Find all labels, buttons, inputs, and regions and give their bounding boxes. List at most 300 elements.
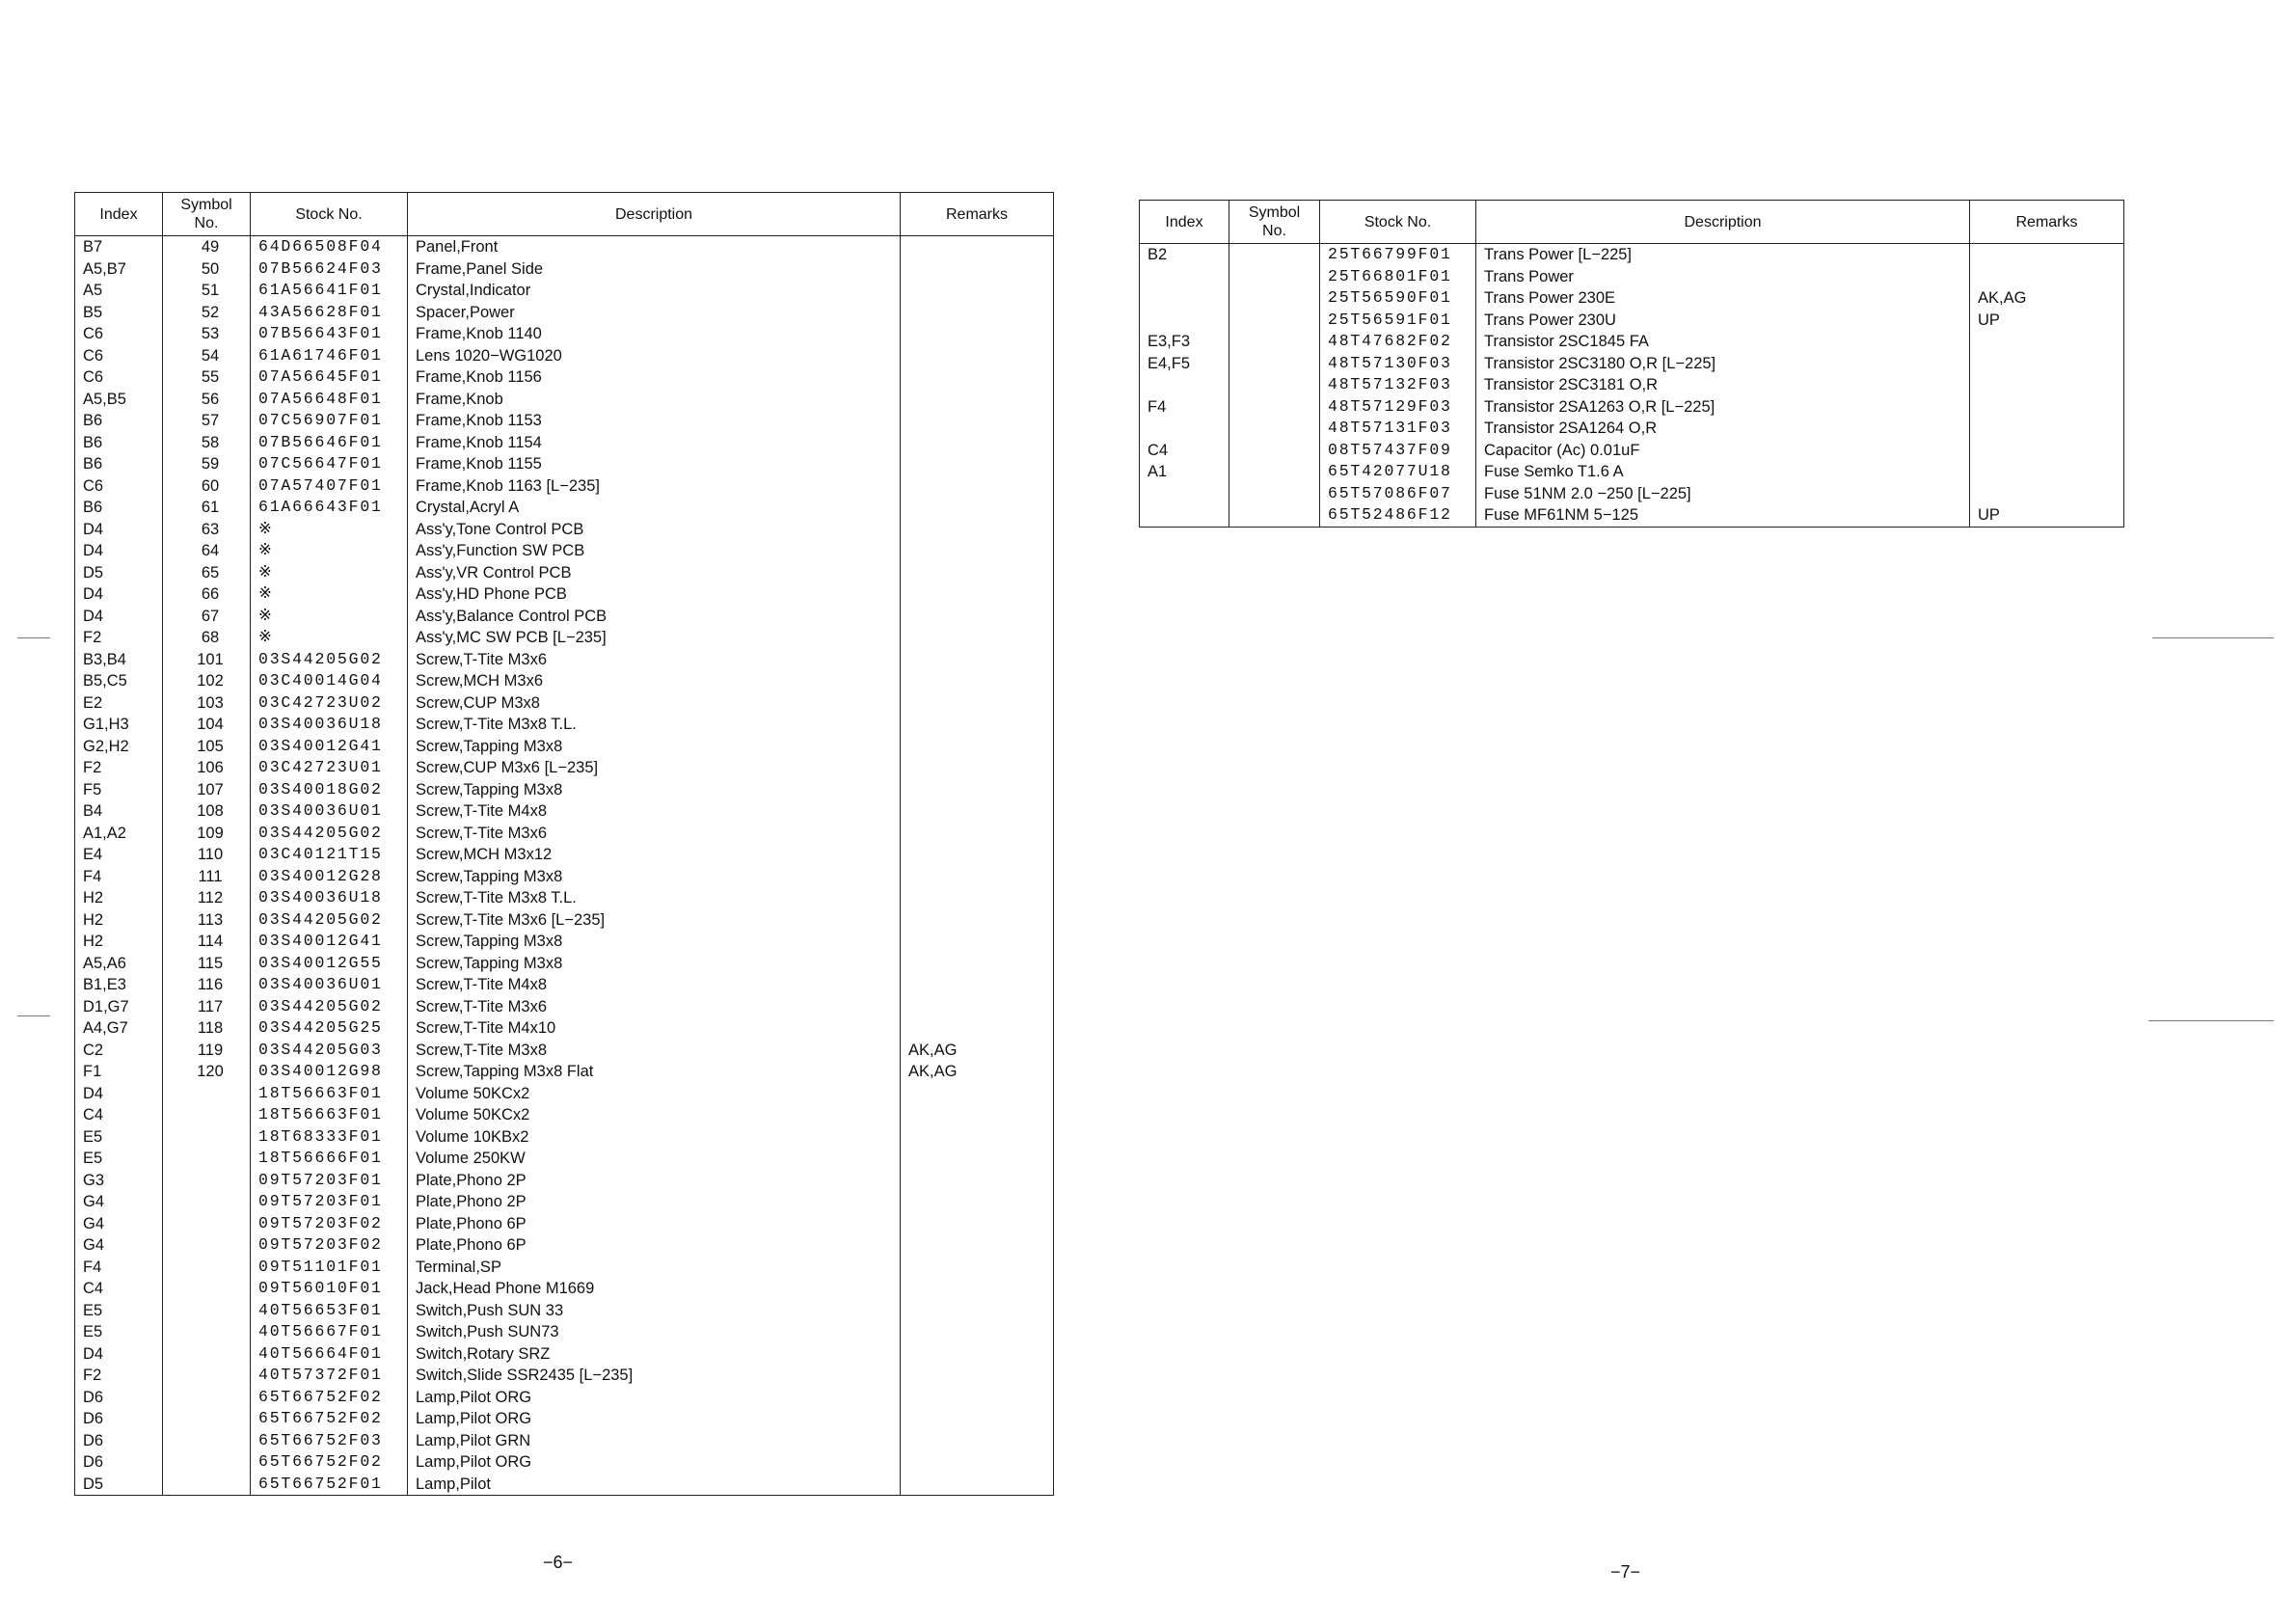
- remarks-cell: [901, 1365, 1054, 1387]
- description-cell: Trans Power 230U: [1476, 310, 1970, 332]
- index-cell: E5: [75, 1300, 163, 1322]
- index-cell: D4: [75, 1083, 163, 1105]
- table-row: [1140, 504, 2124, 527]
- remarks-header: Remarks: [901, 193, 1054, 236]
- symbol-cell: [1229, 331, 1320, 353]
- symbol-cell: [163, 1278, 251, 1300]
- description-cell: Transistor 2SC3180 O,R [L−225]: [1476, 353, 1970, 375]
- remarks-cell: [901, 649, 1054, 671]
- description-cell: Screw,T-Tite M4x8: [408, 974, 901, 996]
- description-cell: Transistor 2SC3181 O,R: [1476, 374, 1970, 396]
- stock-cell: 03S40018G02: [251, 779, 408, 801]
- remarks-cell: [901, 453, 1054, 475]
- left-parts-table: [74, 192, 1054, 1496]
- stock-cell: 07B56643F01: [251, 323, 408, 345]
- symbol-cell: [1229, 287, 1320, 310]
- table-row: [75, 779, 1054, 801]
- table-row: [75, 1257, 1054, 1279]
- description-cell: Capacitor (Ac) 0.01uF: [1476, 440, 1970, 462]
- table-row: [75, 1343, 1054, 1366]
- symbol-cell: [163, 1408, 251, 1430]
- stock-cell: 48T57130F03: [1320, 353, 1476, 375]
- symbol-cell: [163, 1343, 251, 1366]
- remarks-cell: [901, 1474, 1054, 1496]
- remarks-header: Remarks: [1970, 201, 2124, 244]
- stock-cell: 43A56628F01: [251, 302, 408, 324]
- symbol-cell: 107: [163, 779, 251, 801]
- table-row: [75, 931, 1054, 953]
- index-cell: C4: [1140, 440, 1229, 462]
- description-header: Description: [1476, 201, 1970, 244]
- left-table-body: [75, 236, 1054, 1496]
- stock-cell: 07A57407F01: [251, 475, 408, 498]
- description-cell: Switch,Slide SSR2435 [L−235]: [408, 1365, 901, 1387]
- stock-cell: 03C40121T15: [251, 844, 408, 866]
- stock-cell: 07B56646F01: [251, 432, 408, 454]
- table-row: [75, 258, 1054, 281]
- remarks-cell: [1970, 396, 2124, 419]
- index-cell: F1: [75, 1061, 163, 1083]
- symbol-cell: [1229, 504, 1320, 527]
- table-header-row: [75, 193, 1054, 236]
- right-parts-table: [1139, 200, 2124, 528]
- description-cell: Switch,Rotary SRZ: [408, 1343, 901, 1366]
- remarks-cell: [901, 887, 1054, 909]
- remarks-cell: AK,AG: [901, 1040, 1054, 1062]
- description-cell: Ass'y,HD Phone PCB: [408, 583, 901, 606]
- description-cell: Screw,T-Tite M3x8 T.L.: [408, 887, 901, 909]
- remarks-cell: [901, 540, 1054, 562]
- symbol-cell: 56: [163, 389, 251, 411]
- stock-cell: 48T57131F03: [1320, 418, 1476, 440]
- symbol-cell: [163, 1191, 251, 1213]
- table-row: [1140, 331, 2124, 353]
- stock-cell: 25T56591F01: [1320, 310, 1476, 332]
- description-cell: Screw,MCH M3x6: [408, 670, 901, 692]
- index-cell: G4: [75, 1191, 163, 1213]
- symbol-cell: 114: [163, 931, 251, 953]
- description-cell: Screw,Tapping M3x8 Flat: [408, 1061, 901, 1083]
- table-row: [75, 974, 1054, 996]
- description-cell: Terminal,SP: [408, 1257, 901, 1279]
- table-row: [75, 583, 1054, 606]
- stock-header: Stock No.: [1320, 201, 1476, 244]
- index-cell: [1140, 374, 1229, 396]
- symbol-cell: [163, 1170, 251, 1192]
- remarks-cell: [901, 1343, 1054, 1366]
- stock-cell: 25T56590F01: [1320, 287, 1476, 310]
- description-cell: Frame,Knob 1156: [408, 366, 901, 389]
- fold-mark: [2148, 1020, 2274, 1021]
- stock-cell: 65T66752F02: [251, 1408, 408, 1430]
- symbol-cell: 113: [163, 909, 251, 932]
- symbol-cell: 58: [163, 432, 251, 454]
- table-row: [75, 280, 1054, 302]
- index-header: Index: [75, 193, 163, 236]
- description-cell: Jack,Head Phone M1669: [408, 1278, 901, 1300]
- index-cell: G4: [75, 1234, 163, 1257]
- index-cell: E3,F3: [1140, 331, 1229, 353]
- stock-cell: 09T57203F01: [251, 1170, 408, 1192]
- table-row: [75, 1213, 1054, 1235]
- table-row: [75, 670, 1054, 692]
- remarks-cell: [901, 866, 1054, 888]
- stock-cell: 09T57203F01: [251, 1191, 408, 1213]
- index-cell: E4,F5: [1140, 353, 1229, 375]
- table-row: [1140, 461, 2124, 483]
- description-cell: Trans Power: [1476, 266, 1970, 288]
- stock-cell: 65T42077U18: [1320, 461, 1476, 483]
- remarks-cell: AK,AG: [1970, 287, 2124, 310]
- table-row: [75, 1191, 1054, 1213]
- table-row: [75, 887, 1054, 909]
- index-cell: D5: [75, 562, 163, 584]
- description-cell: Screw,CUP M3x6 [L−235]: [408, 757, 901, 779]
- table-row: [75, 627, 1054, 649]
- index-cell: G2,H2: [75, 736, 163, 758]
- remarks-cell: [901, 996, 1054, 1018]
- description-cell: Trans Power 230E: [1476, 287, 1970, 310]
- fold-mark: [2152, 637, 2274, 638]
- description-cell: Crystal,Acryl A: [408, 497, 901, 519]
- index-cell: C6: [75, 345, 163, 367]
- remarks-cell: [901, 519, 1054, 541]
- description-cell: Trans Power [L−225]: [1476, 244, 1970, 266]
- table-row: [75, 953, 1054, 975]
- symbol-cell: 57: [163, 410, 251, 432]
- remarks-cell: [901, 779, 1054, 801]
- symbol-cell: 105: [163, 736, 251, 758]
- description-cell: Ass'y,Tone Control PCB: [408, 519, 901, 541]
- stock-cell: 03S40036U18: [251, 714, 408, 736]
- stock-cell: 03S40012G28: [251, 866, 408, 888]
- stock-cell: 03S40036U01: [251, 800, 408, 823]
- symbol-cell: 65: [163, 562, 251, 584]
- table-row: [1140, 353, 2124, 375]
- remarks-cell: [901, 1451, 1054, 1474]
- table-row: [75, 1126, 1054, 1149]
- stock-cell: 65T66752F03: [251, 1430, 408, 1452]
- description-cell: Plate,Phono 2P: [408, 1191, 901, 1213]
- stock-cell: 18T56663F01: [251, 1104, 408, 1126]
- symbol-cell: 59: [163, 453, 251, 475]
- table-row: [75, 236, 1054, 258]
- description-header: Description: [408, 193, 901, 236]
- symbol-cell: 120: [163, 1061, 251, 1083]
- table-row: [75, 432, 1054, 454]
- symbol-cell: 106: [163, 757, 251, 779]
- index-cell: B6: [75, 497, 163, 519]
- remarks-cell: UP: [1970, 310, 2124, 332]
- symbol-cell: 55: [163, 366, 251, 389]
- table-row: [75, 844, 1054, 866]
- symbol-cell: 110: [163, 844, 251, 866]
- symbol-cell: [163, 1257, 251, 1279]
- stock-cell: 03S44205G02: [251, 823, 408, 845]
- index-cell: D6: [75, 1430, 163, 1452]
- index-cell: [1140, 483, 1229, 505]
- stock-header: Stock No.: [251, 193, 408, 236]
- index-cell: H2: [75, 931, 163, 953]
- remarks-cell: [901, 1017, 1054, 1040]
- table-row: [75, 909, 1054, 932]
- stock-cell: ※: [251, 583, 408, 606]
- symbol-cell: 52: [163, 302, 251, 324]
- index-cell: D4: [75, 1343, 163, 1366]
- fold-mark: [17, 637, 50, 638]
- symbol-cell: [1229, 440, 1320, 462]
- stock-cell: 40T56653F01: [251, 1300, 408, 1322]
- stock-cell: 48T57132F03: [1320, 374, 1476, 396]
- remarks-cell: [901, 323, 1054, 345]
- description-cell: Screw,T-Tite M3x6: [408, 823, 901, 845]
- stock-cell: 61A56641F01: [251, 280, 408, 302]
- description-cell: Screw,MCH M3x12: [408, 844, 901, 866]
- table-row: [75, 714, 1054, 736]
- remarks-cell: [1970, 244, 2124, 266]
- table-row: [75, 1387, 1054, 1409]
- stock-cell: 40T57372F01: [251, 1365, 408, 1387]
- index-cell: C6: [75, 475, 163, 498]
- description-cell: Transistor 2SC1845 FA: [1476, 331, 1970, 353]
- symbol-cell: 68: [163, 627, 251, 649]
- index-cell: D6: [75, 1451, 163, 1474]
- table-row: [75, 1061, 1054, 1083]
- remarks-cell: [901, 366, 1054, 389]
- symbol-header: Symbol No.: [163, 193, 251, 236]
- symbol-cell: 60: [163, 475, 251, 498]
- symbol-cell: [1229, 353, 1320, 375]
- remarks-cell: [901, 627, 1054, 649]
- table-row: [75, 1430, 1054, 1452]
- table-row: [75, 1474, 1054, 1496]
- symbol-cell: [163, 1474, 251, 1496]
- table-row: [1140, 310, 2124, 332]
- remarks-cell: [901, 1300, 1054, 1322]
- index-cell: B6: [75, 432, 163, 454]
- index-cell: C2: [75, 1040, 163, 1062]
- stock-cell: 65T57086F07: [1320, 483, 1476, 505]
- index-cell: D1,G7: [75, 996, 163, 1018]
- remarks-cell: [901, 1104, 1054, 1126]
- stock-cell: 61A66643F01: [251, 497, 408, 519]
- remarks-cell: [901, 410, 1054, 432]
- description-cell: Screw,Tapping M3x8: [408, 953, 901, 975]
- description-cell: Screw,T-Tite M3x6 [L−235]: [408, 909, 901, 932]
- index-cell: E4: [75, 844, 163, 866]
- symbol-cell: [163, 1430, 251, 1452]
- stock-cell: ※: [251, 562, 408, 584]
- index-cell: D4: [75, 519, 163, 541]
- fold-mark: [17, 1015, 50, 1016]
- remarks-cell: [901, 1321, 1054, 1343]
- table-row: [75, 323, 1054, 345]
- description-cell: Frame,Knob 1155: [408, 453, 901, 475]
- description-cell: Plate,Phono 6P: [408, 1213, 901, 1235]
- remarks-cell: [901, 497, 1054, 519]
- symbol-cell: [163, 1300, 251, 1322]
- stock-cell: 03C42723U02: [251, 692, 408, 715]
- stock-cell: 25T66801F01: [1320, 266, 1476, 288]
- stock-cell: 03C42723U01: [251, 757, 408, 779]
- table-row: [75, 519, 1054, 541]
- table-row: [75, 345, 1054, 367]
- symbol-cell: 111: [163, 866, 251, 888]
- stock-cell: 07C56907F01: [251, 410, 408, 432]
- stock-cell: ※: [251, 540, 408, 562]
- remarks-cell: [901, 606, 1054, 628]
- symbol-cell: 118: [163, 1017, 251, 1040]
- symbol-cell: [1229, 483, 1320, 505]
- table-row: [75, 1408, 1054, 1430]
- index-cell: H2: [75, 909, 163, 932]
- table-row: [75, 475, 1054, 498]
- remarks-cell: [1970, 483, 2124, 505]
- index-cell: F4: [75, 866, 163, 888]
- remarks-cell: [901, 280, 1054, 302]
- index-cell: F5: [75, 779, 163, 801]
- table-row: [75, 606, 1054, 628]
- table-row: [75, 1234, 1054, 1257]
- description-cell: Switch,Push SUN 33: [408, 1300, 901, 1322]
- table-row: [75, 1451, 1054, 1474]
- stock-cell: 09T57203F02: [251, 1234, 408, 1257]
- description-cell: Fuse 51NM 2.0 −250 [L−225]: [1476, 483, 1970, 505]
- table-row: [1140, 244, 2124, 266]
- index-cell: A4,G7: [75, 1017, 163, 1040]
- remarks-cell: AK,AG: [901, 1061, 1054, 1083]
- remarks-cell: [901, 1213, 1054, 1235]
- table-row: [75, 1040, 1054, 1062]
- stock-cell: 18T56666F01: [251, 1148, 408, 1170]
- description-cell: Plate,Phono 2P: [408, 1170, 901, 1192]
- symbol-cell: 116: [163, 974, 251, 996]
- index-cell: F2: [75, 1365, 163, 1387]
- remarks-cell: [901, 432, 1054, 454]
- table-row: [75, 649, 1054, 671]
- stock-cell: 03S40012G41: [251, 931, 408, 953]
- symbol-cell: 50: [163, 258, 251, 281]
- description-cell: Plate,Phono 6P: [408, 1234, 901, 1257]
- description-cell: Frame,Knob: [408, 389, 901, 411]
- index-cell: E5: [75, 1148, 163, 1170]
- index-cell: D6: [75, 1408, 163, 1430]
- symbol-cell: 103: [163, 692, 251, 715]
- index-cell: E5: [75, 1126, 163, 1149]
- table-row: [75, 1083, 1054, 1105]
- table-row: [75, 410, 1054, 432]
- table-row: [75, 389, 1054, 411]
- remarks-cell: [901, 800, 1054, 823]
- symbol-cell: [1229, 418, 1320, 440]
- description-cell: Ass'y,MC SW PCB [L−235]: [408, 627, 901, 649]
- symbol-cell: 64: [163, 540, 251, 562]
- symbol-cell: [163, 1387, 251, 1409]
- index-cell: B6: [75, 453, 163, 475]
- table-row: [75, 1104, 1054, 1126]
- index-cell: F2: [75, 627, 163, 649]
- remarks-cell: [901, 1430, 1054, 1452]
- index-cell: A5,B7: [75, 258, 163, 281]
- description-cell: Lamp,Pilot ORG: [408, 1387, 901, 1409]
- symbol-cell: 119: [163, 1040, 251, 1062]
- index-cell: A1,A2: [75, 823, 163, 845]
- symbol-cell: 66: [163, 583, 251, 606]
- index-cell: A5: [75, 280, 163, 302]
- stock-cell: 03C40014G04: [251, 670, 408, 692]
- symbol-cell: [163, 1234, 251, 1257]
- index-cell: A5,B5: [75, 389, 163, 411]
- description-cell: Switch,Push SUN73: [408, 1321, 901, 1343]
- stock-cell: 48T57129F03: [1320, 396, 1476, 419]
- table-row: [75, 692, 1054, 715]
- description-cell: Ass'y,VR Control PCB: [408, 562, 901, 584]
- remarks-cell: [901, 1278, 1054, 1300]
- remarks-cell: [901, 692, 1054, 715]
- symbol-cell: [1229, 244, 1320, 266]
- description-cell: Lamp,Pilot GRN: [408, 1430, 901, 1452]
- stock-cell: 03S44205G02: [251, 649, 408, 671]
- description-cell: Lamp,Pilot ORG: [408, 1408, 901, 1430]
- symbol-cell: 117: [163, 996, 251, 1018]
- index-cell: C6: [75, 323, 163, 345]
- stock-cell: 25T66799F01: [1320, 244, 1476, 266]
- index-cell: F4: [1140, 396, 1229, 419]
- stock-cell: 07A56645F01: [251, 366, 408, 389]
- table-row: [75, 540, 1054, 562]
- description-cell: Frame,Knob 1163 [L−235]: [408, 475, 901, 498]
- table-row: [75, 736, 1054, 758]
- description-cell: Screw,T-Tite M4x8: [408, 800, 901, 823]
- symbol-cell: [163, 1213, 251, 1235]
- description-cell: Volume 10KBx2: [408, 1126, 901, 1149]
- table-row: [1140, 440, 2124, 462]
- table-row: [75, 800, 1054, 823]
- symbol-cell: 53: [163, 323, 251, 345]
- table-row: [75, 1017, 1054, 1040]
- description-cell: Screw,T-Tite M3x6: [408, 649, 901, 671]
- symbol-cell: 109: [163, 823, 251, 845]
- stock-cell: ※: [251, 627, 408, 649]
- remarks-cell: [1970, 418, 2124, 440]
- description-cell: Fuse Semko T1.6 A: [1476, 461, 1970, 483]
- table-row: [75, 1321, 1054, 1343]
- symbol-cell: 61: [163, 497, 251, 519]
- description-cell: Screw,T-Tite M3x8 T.L.: [408, 714, 901, 736]
- index-cell: F2: [75, 757, 163, 779]
- remarks-cell: [901, 1126, 1054, 1149]
- remarks-cell: [901, 236, 1054, 258]
- index-cell: D6: [75, 1387, 163, 1409]
- index-cell: A5,A6: [75, 953, 163, 975]
- symbol-cell: [1229, 266, 1320, 288]
- stock-cell: 07C56647F01: [251, 453, 408, 475]
- page-number-left: −6−: [543, 1553, 574, 1572]
- remarks-cell: [901, 389, 1054, 411]
- table-row: [75, 823, 1054, 845]
- stock-cell: 03S44205G03: [251, 1040, 408, 1062]
- description-cell: Screw,CUP M3x8: [408, 692, 901, 715]
- index-cell: E5: [75, 1321, 163, 1343]
- description-cell: Volume 50KCx2: [408, 1083, 901, 1105]
- description-cell: Lens 1020−WG1020: [408, 345, 901, 367]
- table-row: [75, 366, 1054, 389]
- symbol-cell: 112: [163, 887, 251, 909]
- description-cell: Frame,Knob 1140: [408, 323, 901, 345]
- table-row: [75, 996, 1054, 1018]
- description-cell: Screw,Tapping M3x8: [408, 736, 901, 758]
- remarks-cell: [901, 1408, 1054, 1430]
